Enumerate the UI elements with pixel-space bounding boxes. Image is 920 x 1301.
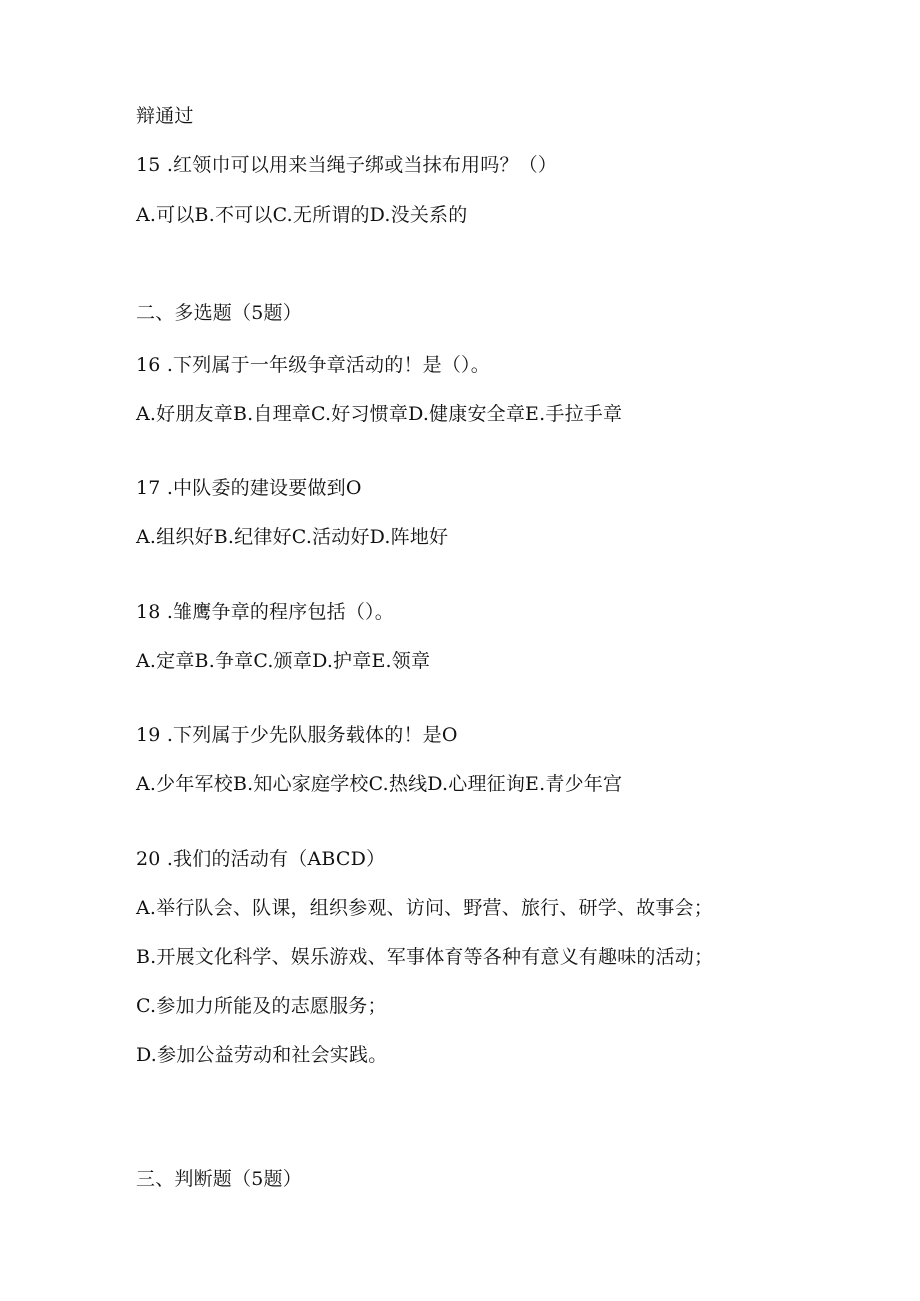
question-20-option-d: D.参加公益劳动和社会实践。 <box>136 1044 388 1066</box>
question-20-option-c: C.参加力所能及的志愿服务； <box>136 995 387 1017</box>
question-17-options: A.组织好B.纪律好C.活动好D.阵地好 <box>136 526 449 548</box>
question-19: 19 .下列属于少先队服务载体的！是O <box>136 724 458 746</box>
section-heading-true-false: 三、判断题（5题） <box>136 1168 302 1190</box>
question-17: 17 .中队委的建设要做到O <box>136 477 362 499</box>
question-19-options: A.少年军校B.知心家庭学校C.热线D.心理征询E.青少年宫 <box>136 773 623 795</box>
question-20-option-b: B.开展文化科学、娱乐游戏、军事体育等各种有意义有趣味的活动； <box>136 946 714 968</box>
question-15-options: A.可以B.不可以C.无所谓的D.没关系的 <box>136 204 468 226</box>
question-16-options: A.好朋友章B.自理章C.好习惯章D.健康安全章E.手拉手章 <box>136 403 623 425</box>
section-heading-multiple-choice: 二、多选题（5题） <box>136 302 302 324</box>
question-18: 18 .雏鹰争章的程序包括（）。 <box>136 601 394 623</box>
question-20: 20 .我们的活动有（ABCD） <box>136 848 386 870</box>
question-18-options: A.定章B.争章C.颁章D.护章E.领章 <box>136 650 431 672</box>
text-line-continuation: 辩通过 <box>136 105 194 127</box>
question-16: 16 .下列属于一年级争章活动的！是（）。 <box>136 354 490 376</box>
question-15: 15 .红领巾可以用来当绳子绑或当抹布用吗？（） <box>136 154 558 176</box>
question-20-option-a: A.举行队会、队课，组织参观、访问、野营、旅行、研学、故事会； <box>136 897 713 919</box>
